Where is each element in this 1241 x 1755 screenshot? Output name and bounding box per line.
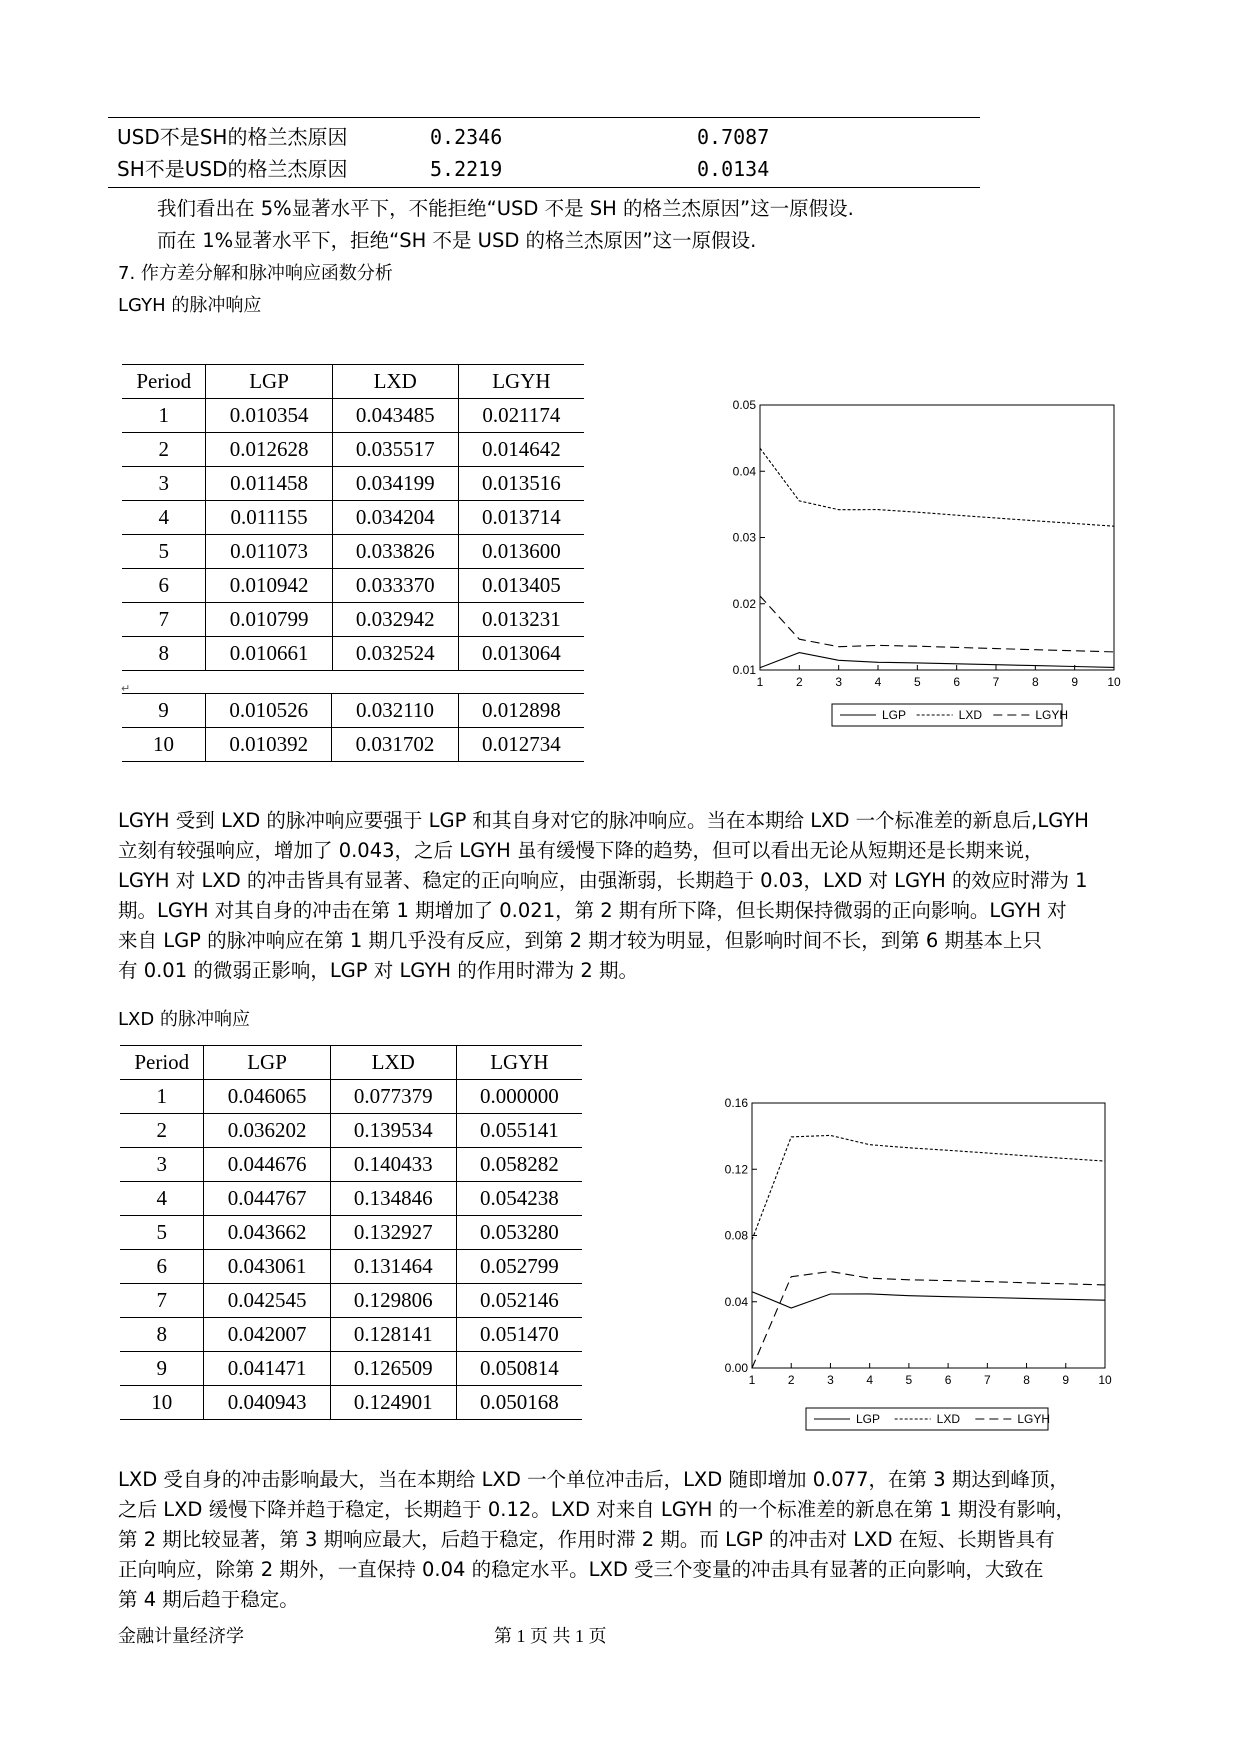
table-cell: 0.013600 [458,535,584,569]
column-header: Period [120,1046,204,1080]
granger-f-stat: 5.2219 [430,157,503,181]
legend-label: LGP [856,1412,881,1426]
table-cell: 0.077379 [330,1080,456,1114]
table-row [120,1148,582,1182]
lxd-analysis-paragraph [118,1465,1128,1615]
table-cell: 0.032110 [332,694,458,728]
table-cell: 0.012734 [458,728,584,762]
series-line-lgp [752,1292,1105,1308]
table-cell: 0.126509 [330,1352,456,1386]
table-cell: 0.054238 [456,1182,582,1216]
y-tick-label: 0.03 [732,530,756,545]
granger-p-value: 0.0134 [697,157,770,181]
lxd-irf-chart [700,1093,1130,1438]
table-cell: 0.035517 [332,433,458,467]
series-line-lgyh [752,1272,1105,1369]
granger-hypothesis: SH不是USD的格兰杰原因 [117,157,348,181]
legend-label: LGYH [1035,708,1069,722]
table-row [120,1216,582,1250]
table-cell: 0.021174 [458,399,584,433]
table-cell: 3 [122,467,206,501]
table-row [120,1250,582,1284]
x-tick-label: 7 [992,675,1000,689]
table-cell: 0.011458 [206,467,332,501]
table-cell: 0.031702 [332,728,458,762]
x-tick-label: 5 [913,675,921,689]
plot-frame [760,405,1114,670]
table-cell: 3 [120,1148,204,1182]
x-tick-label: 5 [905,1373,913,1387]
table-cell: 0.033826 [332,535,458,569]
footer-course-title: 金融计量经济学 [118,1626,244,1646]
table-cell: 4 [120,1182,204,1216]
column-header: LGYH [458,365,584,399]
table-cell: 0.041471 [204,1352,330,1386]
table-header-row [120,1046,582,1080]
table-cell: 1 [120,1080,204,1114]
y-tick-label: 0.01 [732,663,756,677]
table-cell: 0.050168 [456,1386,582,1420]
lxd-irf-table [120,1045,582,1420]
table-cell: 0.010799 [206,603,332,637]
x-tick-label: 6 [944,1373,952,1387]
series-line-lxd [760,448,1114,526]
paragraph-line: LGYH 对 LXD 的冲击皆具有显著、稳定的正向响应，由强渐弱，长期趋于 0.03，LXD 对 LGYH 的效应时滞为 1 [118,869,1088,892]
x-tick-label: 9 [1062,1373,1070,1387]
y-tick-label: 0.05 [732,398,756,412]
table-cell: 0.012628 [206,433,332,467]
granger-top-rule [108,117,980,118]
y-tick-label: 0.04 [724,1294,748,1309]
table-row [122,637,584,671]
table-cell: 0.032942 [332,603,458,637]
table-cell: 0.132927 [330,1216,456,1250]
x-tick-label: 7 [983,1373,991,1387]
table-cell: 5 [122,535,206,569]
conclusion-line-1: 我们看出在 5%显著水平下，不能拒绝“USD 不是 SH 的格兰杰原因”这一原假设. [157,197,854,220]
table-row [122,694,584,728]
column-header: Period [122,365,206,399]
column-header: LGYH [456,1046,582,1080]
table-row [120,1284,582,1318]
table-row [122,501,584,535]
paragraph-line: 来自 LGP 的脉冲响应在第 1 期几乎没有反应，到第 2 期才较为明显，但影响时间不长，到第 6 期基本上只 [118,929,1043,952]
table-cell: 0.013064 [458,637,584,671]
granger-p-value: 0.7087 [697,125,770,149]
legend-label: LXD [958,708,983,722]
y-tick-label: 0.08 [724,1228,748,1243]
table-cell: 0.011073 [206,535,332,569]
table-cell: 0.036202 [204,1114,330,1148]
lxd-irf-heading: LXD 的脉冲响应 [118,1009,250,1030]
series-line-lxd [752,1135,1105,1239]
table-cell: 7 [122,603,206,637]
plot-frame [752,1103,1105,1368]
table-cell: 0.014642 [458,433,584,467]
paragraph-mark: ↵ [121,682,131,695]
table-row [120,1080,582,1114]
table-cell: 0.055141 [456,1114,582,1148]
y-tick-label: 0.16 [724,1096,748,1110]
x-tick-label: 1 [756,675,764,689]
table-cell: 9 [120,1352,204,1386]
section-7-heading: 7. 作方差分解和脉冲响应函数分析 [118,263,393,284]
table-row [120,1182,582,1216]
lgyh-irf-table-continued [122,693,584,762]
table-cell: 6 [122,569,206,603]
lgyh-irf-heading: LGYH 的脉冲响应 [118,295,262,316]
table-header-row [122,365,584,399]
table-cell: 0.129806 [330,1284,456,1318]
table-row [122,535,584,569]
conclusion-line-2: 而在 1%显著水平下，拒绝“SH 不是 USD 的格兰杰原因”这一原假设. [157,229,757,252]
column-header: LGP [204,1046,330,1080]
x-tick-label: 10 [1107,675,1121,689]
table-cell: 5 [120,1216,204,1250]
column-header: LXD [330,1046,456,1080]
table-cell: 0.044676 [204,1148,330,1182]
table-cell: 0.043662 [204,1216,330,1250]
table-cell: 0.033370 [332,569,458,603]
table-cell: 7 [120,1284,204,1318]
table-cell: 10 [122,728,206,762]
legend-label: LGYH [1017,1412,1051,1426]
table-cell: 8 [120,1318,204,1352]
paragraph-line: 正向响应，除第 2 期外，一直保持 0.04 的稳定水平。LXD 受三个变量的冲击具有显著的正向影响，大致在 [118,1558,1044,1581]
table-cell: 8 [122,637,206,671]
table-cell: 4 [122,501,206,535]
table-cell: 0.032524 [332,637,458,671]
x-tick-label: 1 [748,1373,756,1387]
table-cell: 1 [122,399,206,433]
table-cell: 0.010354 [206,399,332,433]
y-tick-label: 0.12 [724,1162,748,1177]
table-cell: 0.052799 [456,1250,582,1284]
table-cell: 0.010661 [206,637,332,671]
table-row [122,569,584,603]
y-tick-label: 0.00 [724,1361,748,1375]
table-cell: 0.139534 [330,1114,456,1148]
table-cell: 0.040943 [204,1386,330,1420]
table-cell: 0.044767 [204,1182,330,1216]
lgyh-analysis-paragraph [118,806,1128,986]
x-tick-label: 4 [866,1373,874,1387]
table-cell: 0.050814 [456,1352,582,1386]
granger-hypothesis: USD不是SH的格兰杰原因 [117,125,348,149]
table-cell: 0.034199 [332,467,458,501]
table-row [120,1386,582,1420]
table-row [122,433,584,467]
column-header: LGP [206,365,332,399]
table-row [122,603,584,637]
paragraph-line: 第 4 期后趋于稳定。 [118,1588,299,1611]
table-cell: 0.013714 [458,501,584,535]
series-line-lgp [760,653,1114,668]
y-tick-label: 0.02 [732,596,756,611]
paragraph-line: 期。LGYH 对其自身的冲击在第 1 期增加了 0.021，第 2 期有所下降，但长期保持微弱的正向影响。LGYH 对 [118,899,1067,922]
table-cell: 0.128141 [330,1318,456,1352]
table-cell: 9 [122,694,206,728]
table-cell: 0.042007 [204,1318,330,1352]
x-tick-label: 2 [795,675,803,689]
paragraph-line: 立刻有较强响应，增加了 0.043，之后 LGYH 虽有缓慢下降的趋势，但可以看出无论从短期还是长期来说， [118,839,1044,862]
table-cell: 0.010526 [206,694,332,728]
table-cell: 2 [122,433,206,467]
table-cell: 0.043485 [332,399,458,433]
x-tick-label: 8 [1023,1373,1030,1387]
table-cell: 0.013405 [458,569,584,603]
table-cell: 0.013231 [458,603,584,637]
table-cell: 0.010392 [206,728,332,762]
x-tick-label: 3 [835,675,843,689]
column-header: LXD [332,365,458,399]
legend-label: LXD [936,1412,961,1426]
lgyh-irf-chart [720,395,1130,735]
table-row [120,1114,582,1148]
table-row [120,1352,582,1386]
lgyh-irf-table [122,364,584,671]
table-cell: 0.140433 [330,1148,456,1182]
x-tick-label: 10 [1098,1373,1112,1387]
table-row [122,399,584,433]
x-tick-label: 4 [874,675,882,689]
x-tick-label: 6 [953,675,961,689]
paragraph-line: 之后 LXD 缓慢下降并趋于稳定，长期趋于 0.12。LXD 对来自 LGYH 的一个标准差的新息在第 1 期没有影响， [118,1498,1075,1521]
table-cell: 0.012898 [458,694,584,728]
granger-bottom-rule [108,187,980,188]
table-row [122,467,584,501]
table-cell: 0.124901 [330,1386,456,1420]
paragraph-line: LGYH 受到 LXD 的脉冲响应要强于 LGP 和其自身对它的脉冲响应。当在本期给 LXD 一个标准差的新息后,LGYH [118,809,1089,832]
table-cell: 0.011155 [206,501,332,535]
legend-label: LGP [882,708,907,722]
table-cell: 0.053280 [456,1216,582,1250]
y-tick-label: 0.04 [732,464,756,479]
table-cell: 6 [120,1250,204,1284]
table-cell: 0.042545 [204,1284,330,1318]
table-cell: 10 [120,1386,204,1420]
x-tick-label: 9 [1071,675,1079,689]
table-row [122,728,584,762]
footer-page-number: 第 1 页 共 1 页 [494,1626,607,1646]
table-cell: 0.043061 [204,1250,330,1284]
table-cell: 0.131464 [330,1250,456,1284]
table-cell: 0.010942 [206,569,332,603]
table-cell: 2 [120,1114,204,1148]
paragraph-line: 有 0.01 的微弱正影响，LGP 对 LGYH 的作用时滞为 2 期。 [118,959,639,982]
table-cell: 0.051470 [456,1318,582,1352]
table-cell: 0.013516 [458,467,584,501]
table-cell: 0.046065 [204,1080,330,1114]
x-tick-label: 2 [787,1373,795,1387]
x-tick-label: 3 [827,1373,834,1387]
paragraph-line: 第 2 期比较显著，第 3 期响应最大，后趋于稳定，作用时滞 2 期。而 LGP 的冲击对 LXD 在短、长期皆具有 [118,1528,1055,1551]
x-tick-label: 8 [1031,675,1039,689]
table-row [120,1318,582,1352]
table-cell: 0.034204 [332,501,458,535]
granger-f-stat: 0.2346 [430,125,503,149]
table-cell: 0.052146 [456,1284,582,1318]
table-cell: 0.000000 [456,1080,582,1114]
table-cell: 0.058282 [456,1148,582,1182]
table-cell: 0.134846 [330,1182,456,1216]
series-line-lgyh [760,596,1114,652]
paragraph-line: LXD 受自身的冲击影响最大，当在本期给 LXD 一个单位冲击后，LXD 随即增加 0.077，在第 3 期达到峰顶， [118,1468,1069,1491]
